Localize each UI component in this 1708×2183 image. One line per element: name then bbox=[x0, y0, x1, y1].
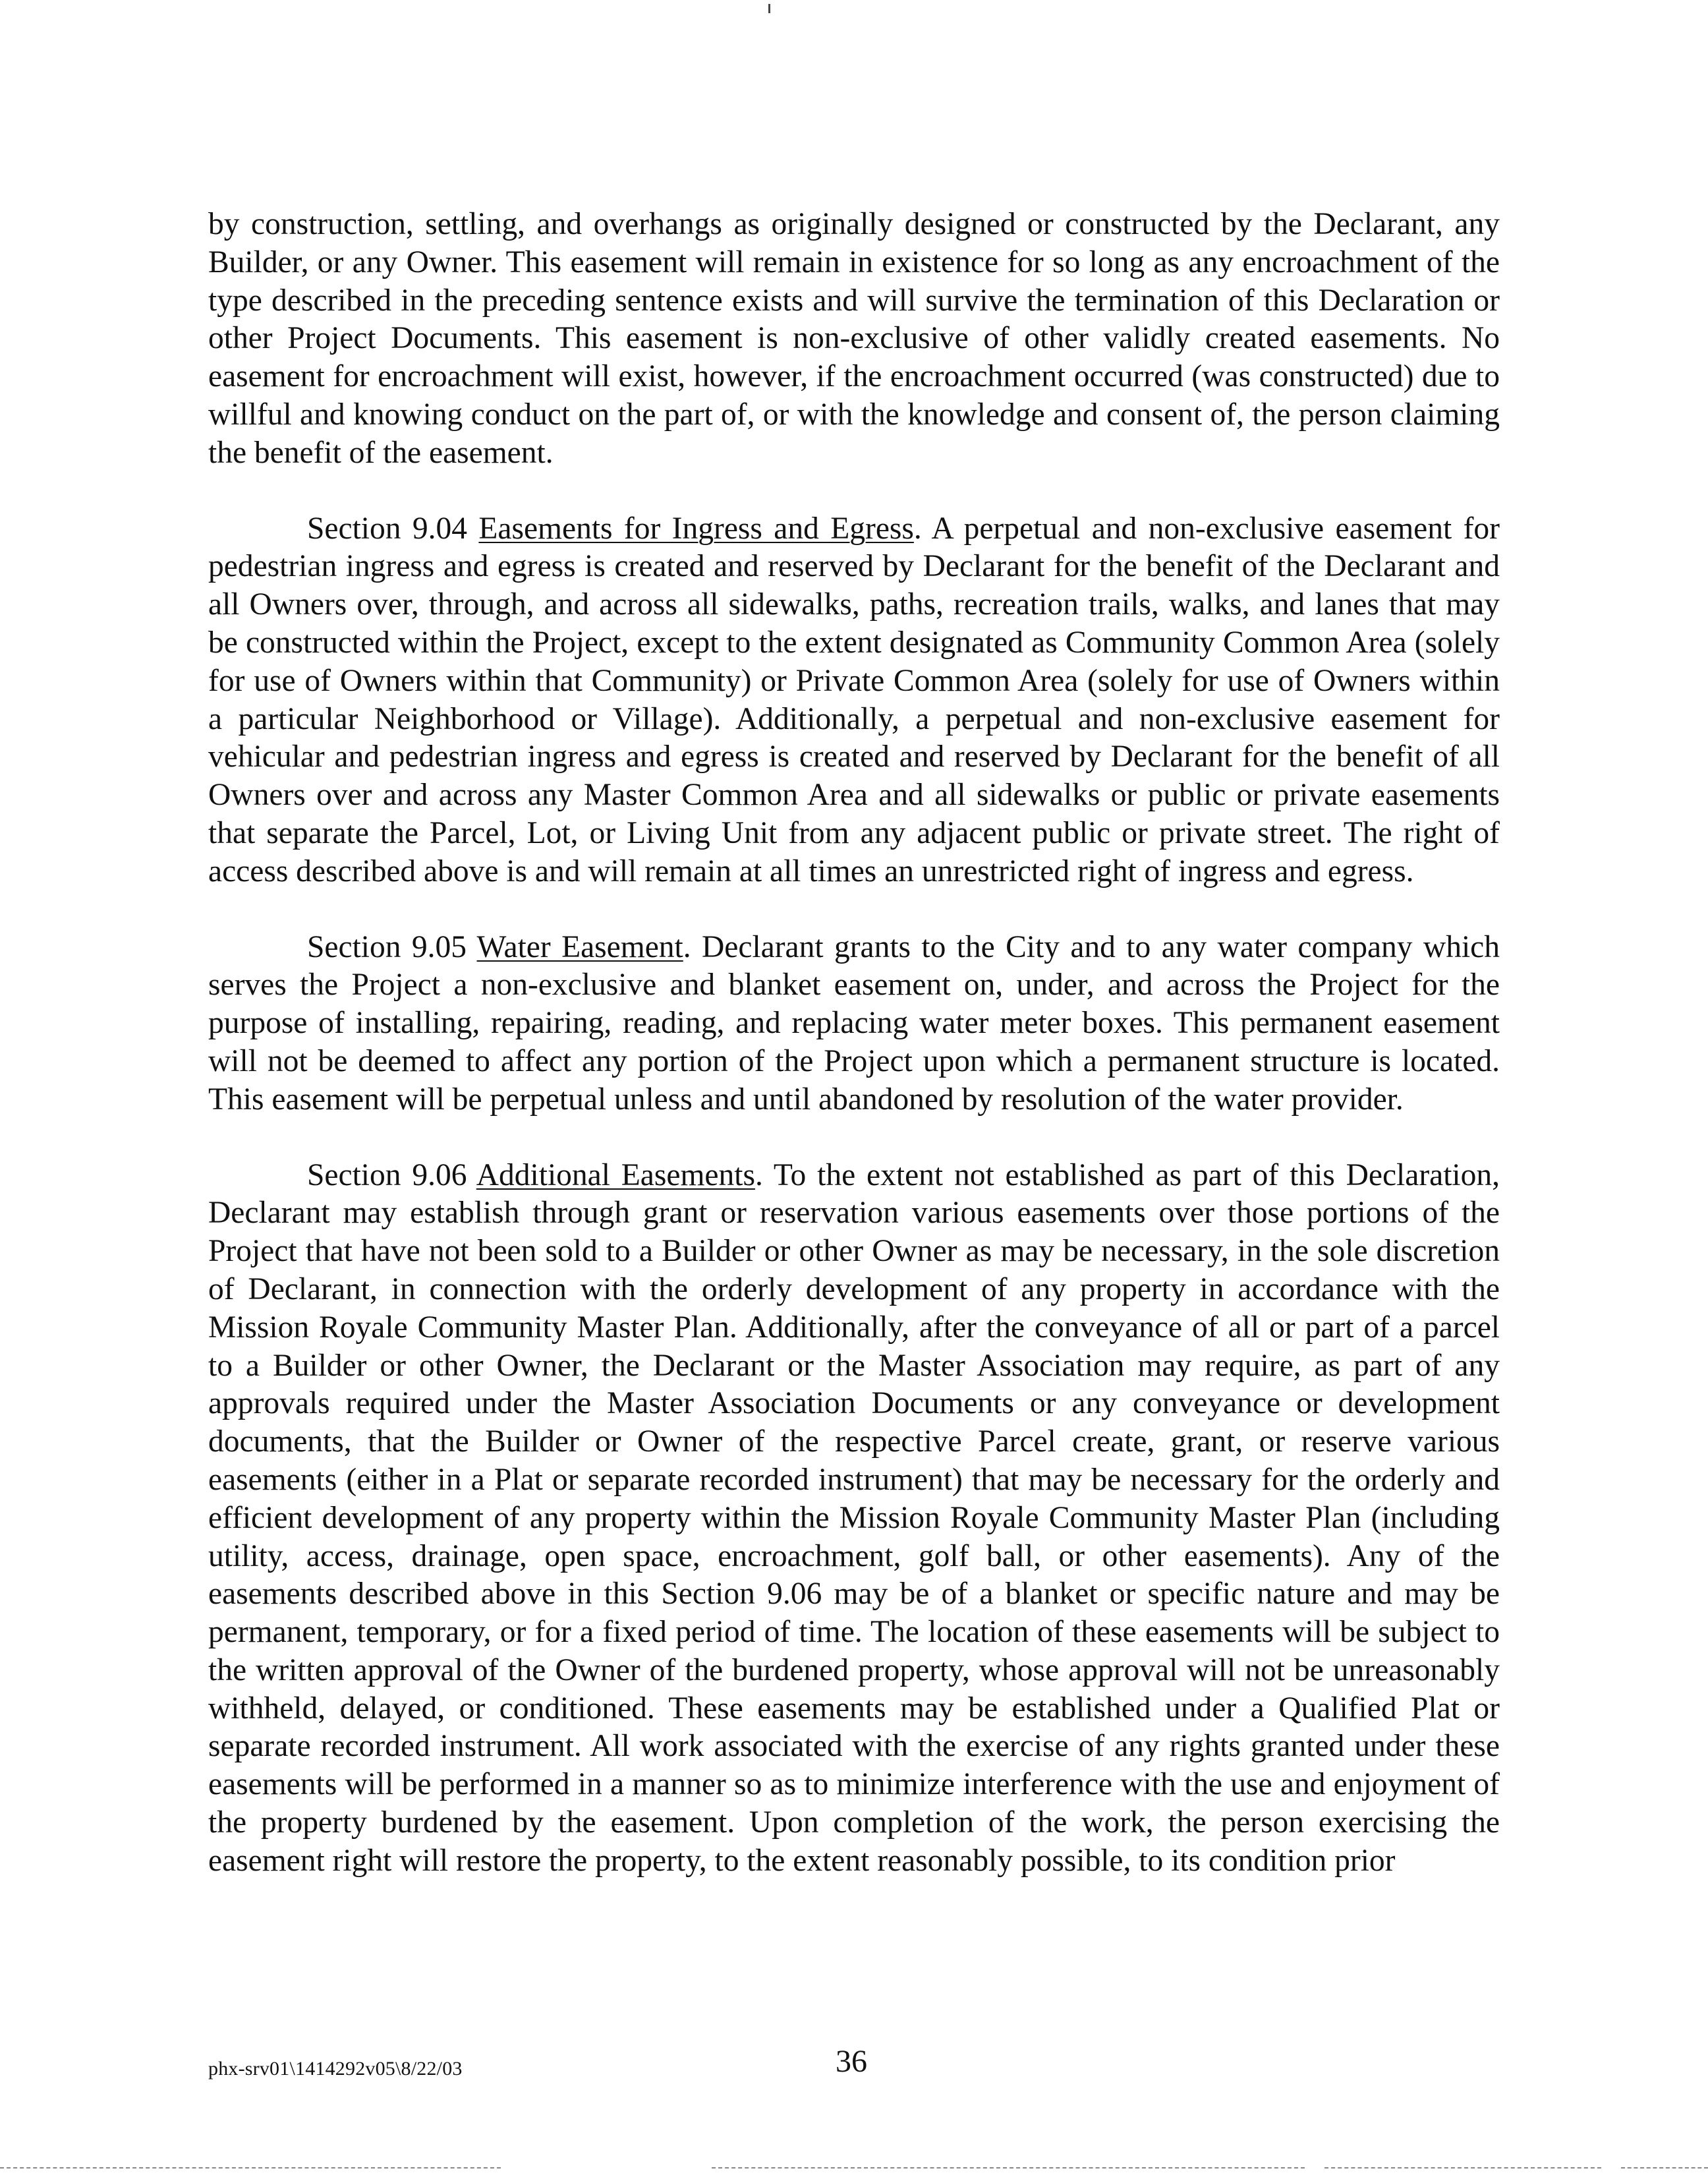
section-heading: Additional Easements bbox=[476, 1157, 755, 1192]
section-text: . A perpetual and non-exclusive easement for pedestrian ingress and egress is created and reserved by Declarant for the benefit of the Declarant and all Owners over, through, and across all sidewalks, paths, recreation trails, walks, and lanes that may be constructed within the Project, except to the extent designated as Community Common Area (solely for use of Owners within that Community) or Private Common Area (solely for use of Owners within a particular Neighborhood or Village). Additionally, a perpetual and non-exclusive easement for vehicular and pedestrian ingress and egress is created and reserved by Declarant for the benefit of all Owners over and across any Master Common Area and all sidewalks or public or private easements that separate the Parcel, Lot, or Living Unit from any adjacent public or private street. The right of access described above is and will remain at all times an unrestricted right of ingress and egress. bbox=[208, 511, 1500, 888]
section-9-04 bbox=[208, 510, 1500, 891]
section-text: . To the extent not established as part of this Declaration, Declarant may establish through grant or reservation various easements over those portions of the Project that have not been sold to a Builder or other Owner as may be necessary, in the sole discretion of Declarant, in connection with the orderly development of any property in accordance with the Mission Royale Community Master Plan. Additionally, after the conveyance of all or part of a parcel to a Builder or other Owner, the Declarant or the Master Association may require, as part of any approvals required under the Master Association Documents or any conveyance or development documents, that the Builder or Owner of the respective Parcel create, grant, or reserve various easements (either in a Plat or separate recorded instrument) that may be necessary for the orderly and efficient development of any property within the Mission Royale Community Master Plan (including utility, access, drainage, open space, encroachment, golf ball, or other easements). Any of the easements described above in this Section 9.06 may be of a blanket or specific nature and may be permanent, temporary, or for a fixed period of time. The location of these easements will be subject to the written approval of the Owner of the burdened property, whose approval will not be unreasonably withheld, delayed, or conditioned. These easements may be established under a Qualified Plat or separate recorded instrument. All work associated with the exercise of any rights granted under these easements will be performed in a manner so as to minimize interference with the use and enjoyment of the property burdened by the easement. Upon completion of the work, the person exercising the easement right will restore the property, to the extent reasonably possible, to its condition prior bbox=[208, 1157, 1500, 1878]
scan-mark bbox=[768, 4, 770, 13]
scan-edge-line bbox=[0, 2167, 501, 2168]
scan-edge-line bbox=[1621, 2167, 1708, 2168]
continuation-paragraph bbox=[208, 206, 1500, 473]
section-number: Section 9.06 bbox=[307, 1157, 467, 1192]
paragraph-text: by construction, settling, and overhangs as originally designed or constructed by the Declarant, any Builder, or any Owner. This easement will remain in existence for so long as any encroachment of the type described in the preceding sentence exists and will survive the termination of this Declaration or other Project Documents. This easement is non-exclusive of other validly created easements. No easement for encroachment will exist, however, if the encroachment occurred (was constructed) due to willful and knowing conduct on the part of, or with the knowledge and consent of, the person claiming the benefit of the easement. bbox=[208, 207, 1500, 470]
section-number: Section 9.05 bbox=[307, 929, 467, 964]
section-9-06 bbox=[208, 1157, 1500, 1880]
section-heading: Water Easement bbox=[476, 929, 683, 964]
section-9-05 bbox=[208, 929, 1500, 1119]
section-heading: Easements for Ingress and Egress bbox=[478, 511, 914, 546]
scan-edge-line bbox=[1324, 2167, 1601, 2168]
scan-edge-line bbox=[712, 2167, 1305, 2168]
body-text bbox=[208, 206, 1500, 1880]
section-number: Section 9.04 bbox=[307, 511, 467, 546]
footer-document-id: phx-srv01\1414292v05\8/22/03 bbox=[208, 2058, 463, 2080]
section-text: . Declarant grants to the City and to any water company which serves the Project a non-exclusive and blanket easement on, under, and across the Project for the purpose of installing, repairing, reading, and replacing water meter boxes. This permanent easement will not be deemed to affect any portion of the Project upon which a permanent structure is located. This easement will be perpetual unless and until abandoned by resolution of the water provider. bbox=[208, 929, 1500, 1117]
page-number: 36 bbox=[836, 2044, 867, 2079]
